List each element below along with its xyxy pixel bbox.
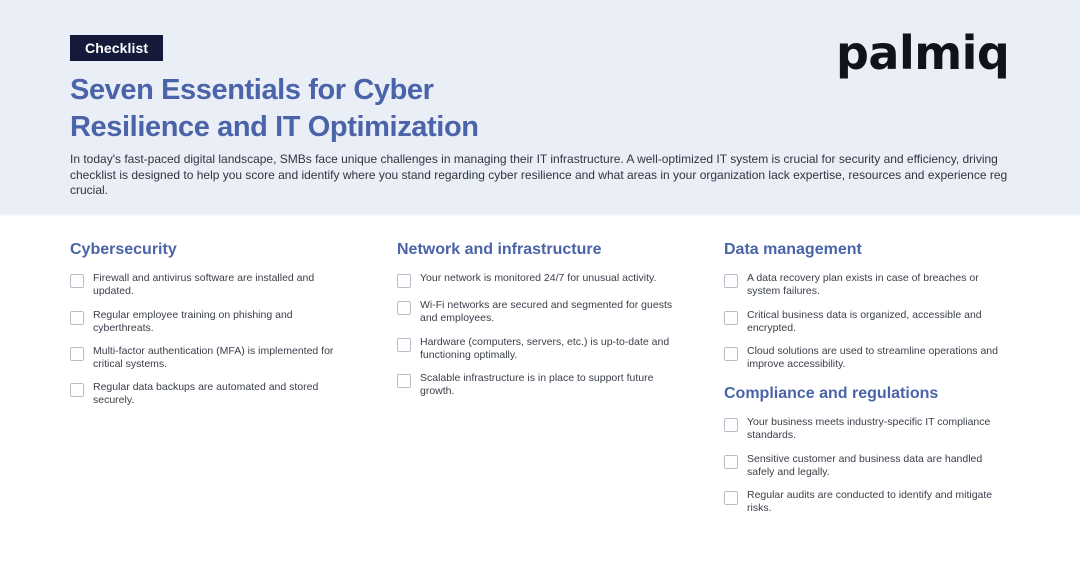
section-cybersecurity [70,240,370,418]
item-line: system failures. [747,285,820,297]
checklist-item-text [93,381,370,407]
checkbox[interactable] [70,383,84,397]
section-network [397,240,697,408]
checklist-item [397,299,697,336]
item-line: Firewall and antivirus software are installed and [93,272,315,284]
checklist-item-text [93,272,370,298]
checklist-item-text [747,489,1044,515]
item-line: Wi-Fi networks are secured and segmented for guests [420,299,673,311]
checkbox[interactable] [724,455,738,469]
intro-line-1: In today's fast-paced digital landscape, SMBs face unique challenges in managing their IT infrastructure. A well-optimized IT system is crucial for security and efficiency, driving [70,152,998,166]
item-line: safely and legally. [747,465,830,478]
item-line: growth. [420,384,455,397]
item-line: Your business meets industry-specific IT compliance [747,416,991,428]
item-line: and employees. [420,312,495,324]
item-line: Regular audits are conducted to identify and mitigate [747,489,993,501]
checkbox[interactable] [724,274,738,288]
item-line: functioning optimally. [420,348,518,361]
checklist-item [724,272,1024,309]
banner-divider [0,214,1080,216]
checklist-item-text [747,453,1044,479]
checklist-item [397,372,697,409]
section-compliance [724,384,1044,526]
checklist-item-text [420,272,697,285]
section-title: Cybersecurity [70,241,177,258]
item-line: cyberthreats. [93,321,154,334]
checklist-item [724,345,1024,381]
checklist-item [397,336,697,372]
checkbox[interactable] [397,338,411,352]
item-line: Sensitive customer and business data are handled [747,452,983,465]
checklist-item-text [93,309,370,335]
checklist-item-text [747,416,1044,442]
checkbox[interactable] [724,347,738,361]
checklist-item [724,453,1044,490]
item-line: critical systems. [93,358,168,370]
item-line: standards. [747,429,797,441]
checkbox[interactable] [70,347,84,361]
item-line: Regular employee training on phishing and [93,308,293,321]
palmiq-logo: palmiq [836,26,1010,80]
title-line-2: Resilience and IT Optimization [70,111,479,143]
checklist-item-text [420,299,697,325]
checkbox[interactable] [724,311,738,325]
section-title: Compliance and regulations [724,385,939,402]
checkbox[interactable] [70,311,84,325]
section-title: Data management [724,241,862,258]
section-data-management [724,240,1024,381]
checklist-item [70,345,370,381]
checkbox[interactable] [397,274,411,288]
checkbox[interactable] [724,491,738,505]
checklist-item [70,272,370,309]
checklist-item [724,416,1044,453]
page-title [70,72,670,146]
item-line: risks. [747,502,772,514]
checklist-item-text [747,309,1024,335]
item-line: A data recovery plan exists in case of breaches or [747,272,979,284]
checkbox[interactable] [724,418,738,432]
checklist-item-text [747,345,1024,371]
item-line: encrypted. [747,321,797,334]
item-line: Your network is monitored 24/7 for unusual activity. [420,272,657,284]
intro-line-2: checklist is designed to help you score and identify where you stand regarding cyber resilience and what areas in your organization lack expertise, resources and experience reg [70,167,1008,182]
section-title: Network and infrastructure [397,241,602,258]
checkbox[interactable] [397,374,411,388]
checklist-item [724,489,1044,526]
intro-paragraph [70,152,1060,200]
checklist-item [70,309,370,346]
checklist-item [724,309,1024,346]
item-line: Hardware (computers, servers, etc.) is up-to-date and [420,335,670,348]
checklist-item-text [747,272,1024,298]
item-line: Cloud solutions are used to streamline operations and [747,345,998,357]
intro-line-3: crucial. [70,183,109,197]
item-line: Regular data backups are automated and stored [93,381,319,393]
item-line: Critical business data is organized, accessible and [747,308,982,321]
item-line: Multi-factor authentication (MFA) is implemented for [93,345,334,357]
checklist-item [397,272,697,299]
item-line: improve accessibility. [747,358,846,370]
checklist-item-text [93,345,370,371]
checklist-badge: Checklist [70,35,163,61]
checklist-item-text [420,372,697,398]
title-line-1: Seven Essentials for Cyber [70,74,434,106]
item-line: updated. [93,285,134,297]
item-line: securely. [93,394,135,406]
item-line: Scalable infrastructure is in place to support future [420,371,654,384]
checklist-item-text [420,336,697,362]
checkbox[interactable] [70,274,84,288]
checkbox[interactable] [397,301,411,315]
checklist-item [70,381,370,418]
